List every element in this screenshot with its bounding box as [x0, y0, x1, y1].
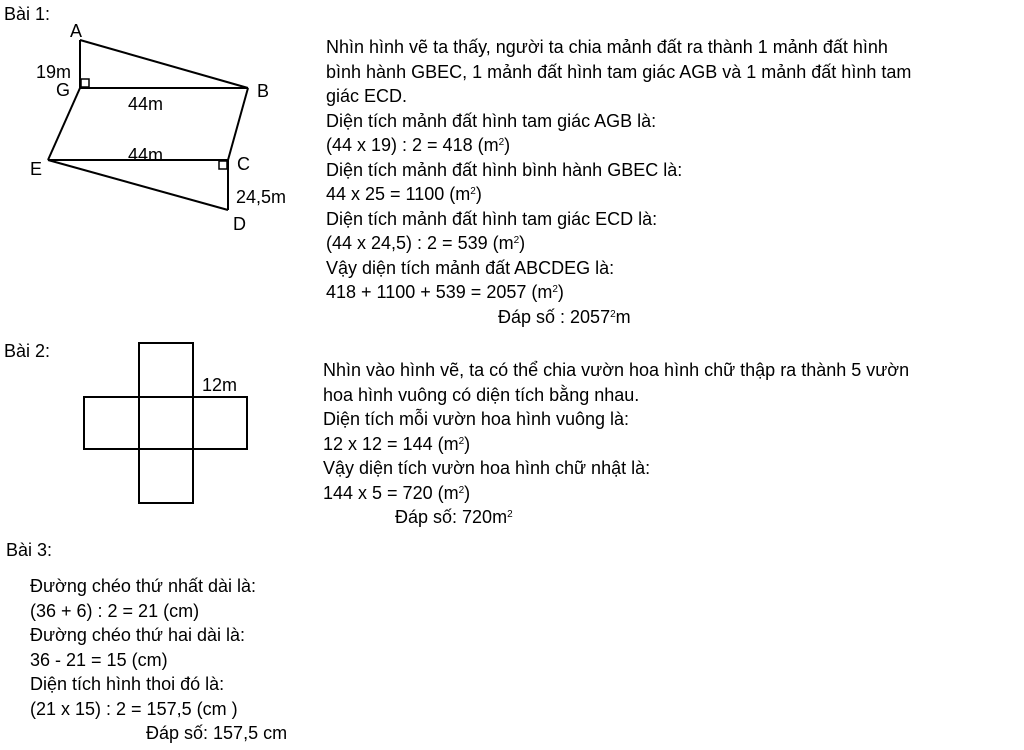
bai2-line: hoa hình vuông có diện tích bằng nhau.: [323, 384, 640, 405]
bai1-line: Diện tích mảnh đất hình tam giác ECD là:: [326, 208, 658, 229]
bai1-line-calc: 418 + 1100 + 539 = 2057 $(m^2)$: [326, 282, 564, 302]
bai3-line: Diện tích hình thoi đó là:: [30, 674, 225, 694]
edge-bc: [228, 88, 248, 160]
right-angle-g: [81, 79, 89, 87]
cross-figure: [84, 343, 247, 503]
bai1-line: bình hành GBEC, 1 mảnh đất hình tam giác AGB và 1 mảnh đất hình tam: [326, 61, 912, 82]
bai3-title: Bài 3:: [6, 540, 53, 560]
label-b: B: [257, 81, 270, 101]
square-right: [193, 397, 247, 449]
label-c: C: [237, 154, 250, 174]
measure-cd: 24,5m: [236, 187, 287, 207]
bai3-line: (21 x 15) : 2 = 157,5 (cm ): [30, 698, 238, 719]
bai3-line: Đường chéo thứ hai dài là:: [30, 625, 246, 645]
bai2-answer: Đáp số: $720m^2$: [395, 507, 513, 527]
bai1-line: Vậy diện tích mảnh đất ABCDEG là:: [326, 257, 615, 278]
measure-12m: 12m: [202, 375, 238, 395]
bai3-line: (36 + 6) : 2 = 21 (cm): [30, 600, 200, 621]
bai1-line-calc: 44 x 25 = 1100 $(m^2)$: [326, 184, 482, 204]
square-left: [84, 397, 139, 449]
bai1-solution: [326, 35, 911, 329]
bai3-line: Đường chéo thứ nhất dài là:: [30, 576, 257, 596]
bai1-answer: Đáp số : 2057$^2$m: [498, 306, 631, 327]
measure-ec: 44m: [128, 145, 164, 165]
bai2-solution: [323, 358, 909, 530]
measure-ag: 19m: [36, 62, 72, 82]
bai2-line: Vậy diện tích vườn hoa hình chữ nhật là:: [323, 458, 651, 478]
measure-gb: 44m: [128, 94, 164, 114]
bai3-solution: [30, 574, 287, 746]
label-d: D: [233, 214, 246, 234]
bai3-line: 36 - 21 = 15 (cm): [30, 649, 168, 670]
bai2-line: Nhìn vào hình vẽ, ta có thể chia vườn hoa hình chữ thập ra thành 5 vườn: [323, 360, 910, 380]
edge-ab: [80, 40, 248, 88]
bai1-line: Nhìn hình vẽ ta thấy, người ta chia mảnh đất ra thành 1 mảnh đất hình: [326, 37, 888, 57]
bai2-line: Diện tích mỗi vườn hoa hình vuông là:: [323, 409, 630, 429]
label-a: A: [70, 21, 83, 41]
square-center: [139, 397, 193, 449]
label-g: G: [56, 80, 71, 100]
edge-ed: [48, 160, 228, 210]
bai1-line-calc: (44 x 24,5) : 2 = 539 $(m^2)$: [326, 233, 526, 253]
bai2-line-calc: 12 x 12 = 144 $(m^2)$: [323, 433, 471, 454]
bai1-title: Bài 1:: [4, 4, 51, 24]
label-e: E: [30, 159, 43, 179]
square-bottom: [139, 449, 193, 503]
bai1-line: giác ECD.: [326, 86, 408, 106]
bai2-line-calc: 144 x 5 = 720 $(m^2)$: [323, 482, 471, 503]
square-top: [139, 343, 193, 397]
bai1-line-calc: (44 x 19) : 2 = 418 $(m^2)$: [326, 135, 511, 155]
bai3-answer: Đáp số: 157,5 cm: [146, 723, 288, 743]
bai2-title: Bài 2:: [4, 341, 51, 361]
bai1-line: Diện tích mảnh đất hình tam giác AGB là:: [326, 110, 657, 131]
right-angle-c: [219, 161, 227, 169]
bai1-line: Diện tích mảnh đất hình bình hành GBEC là:: [326, 159, 683, 180]
